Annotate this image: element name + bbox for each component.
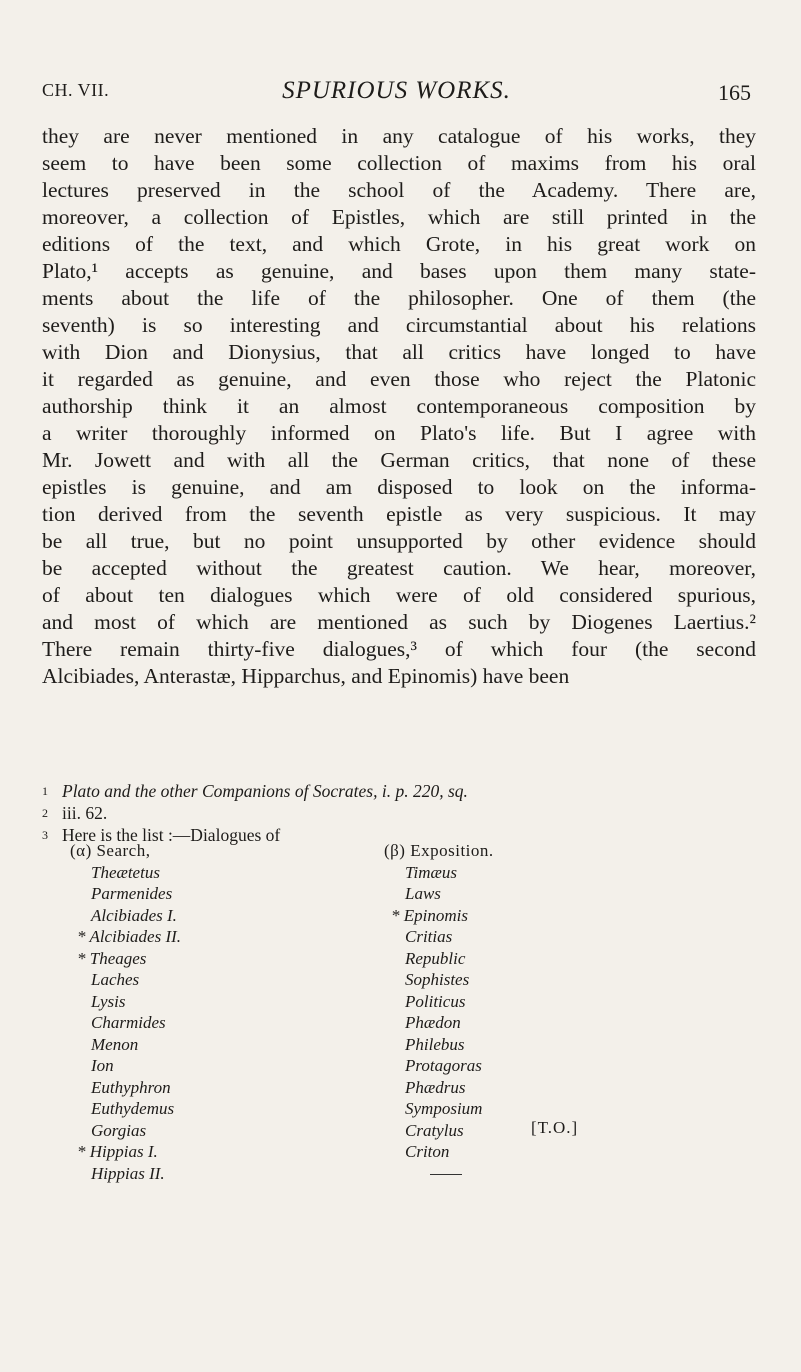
dialogue-item: Charmides (91, 1013, 166, 1032)
body-line: moreover, a collection of Epistles, which are still printed in the (42, 205, 756, 229)
body-line: Mr. Jowett and with all the German critics, that none of these (42, 448, 756, 472)
body-line: seventh) is so interesting and circumstantial about his relations (42, 313, 756, 337)
dialogue-item: Sophistes (405, 970, 470, 989)
dialogue-list-search (70, 840, 181, 1184)
footnote-text: Plato and the other Companions of Socrates, i. p. 220, sq. (62, 781, 468, 801)
list-end-rule (384, 1163, 494, 1185)
body-line: authorship think it an almost contemporaneous composition by (42, 394, 756, 418)
dialogue-item: Symposium (405, 1099, 483, 1118)
footnote-marker: 3 (42, 828, 48, 842)
dialogue-item: Theætetus (91, 862, 160, 882)
dialogue-list-exposition (384, 840, 494, 1184)
dialogue-item: Republic (405, 948, 466, 968)
dialogue-item: Menon (91, 1034, 139, 1054)
dialogue-item: Euthydemus (91, 1099, 175, 1118)
list-heading: (α) Search, (70, 841, 151, 860)
dialogue-item: Phædrus (405, 1077, 466, 1097)
body-line: they are never mentioned in any catalogue of his works, they (42, 124, 756, 148)
body-line: Alcibiades, Anterastæ, Hipparchus, and Epinomis) have been (42, 664, 570, 688)
footnote (42, 802, 756, 824)
dialogue-item: Phædon (405, 1013, 461, 1032)
dialogue-item: Hippias II. (91, 1163, 165, 1183)
body-line: and most of which are mentioned as such by Diogenes Laertius.² (42, 610, 756, 634)
dialogue-item: Protagoras (405, 1056, 482, 1075)
body-line: be accepted without the greatest caution. We hear, moreover, (42, 556, 756, 580)
body-line: a writer thoroughly informed on Plato's life. But I agree with (42, 421, 756, 445)
dialogue-item: Laches (91, 970, 140, 989)
body-line: with Dion and Dionysius, that all critics have longed to have (42, 340, 756, 364)
dialogue-item: Parmenides (91, 884, 173, 903)
dialogue-item: * Theages (77, 948, 147, 968)
list-heading: (β) Exposition. (384, 841, 494, 860)
body-line: be all true, but no point unsupported by other evidence should (42, 529, 756, 553)
dialogue-item: * Epinomis (391, 905, 468, 925)
dialogue-item: Gorgias (91, 1120, 147, 1140)
footnotes (42, 780, 756, 846)
dialogue-item: Timæus (405, 862, 457, 882)
dialogue-item: Criton (405, 1142, 450, 1161)
dialogue-item: Ion (91, 1056, 114, 1075)
body-line: lectures preserved in the school of the Academy. There are, (42, 178, 756, 202)
footnote-text: Here is the list :—Dialogues of (62, 825, 281, 845)
footnote-marker: 1 (42, 784, 48, 798)
footnote (42, 780, 756, 802)
catchword: [T.O.] (531, 1118, 579, 1137)
body-line: There remain thirty-five dialogues,³ of which four (the second (42, 637, 756, 661)
dialogue-item: Alcibiades I. (91, 905, 177, 925)
body-text (42, 123, 756, 690)
body-line: it regarded as genuine, and even those who reject the Platonic (42, 367, 756, 391)
body-line: tion derived from the seventh epistle as very suspicious. It may (42, 502, 756, 526)
body-line: of about ten dialogues which were of old considered spurious, (42, 583, 756, 607)
dialogue-item: Politicus (405, 991, 466, 1011)
page-number: 165 (718, 80, 751, 105)
chapter-label: CH. VII. (42, 80, 110, 100)
dialogue-item: Philebus (405, 1034, 465, 1054)
body-line: Plato,¹ accepts as genuine, and bases upon them many state- (42, 259, 756, 283)
body-line: seem to have been some collection of maxims from his oral (42, 151, 756, 175)
dialogue-item: * Alcibiades II. (77, 927, 182, 946)
dialogue-item: * Hippias I. (77, 1142, 158, 1161)
footnote-text: iii. 62. (62, 803, 108, 823)
running-header (42, 77, 751, 120)
dialogue-item: Euthyphron (91, 1077, 171, 1097)
dialogue-item: Cratylus (405, 1120, 464, 1140)
body-line: ments about the life of the philosopher. One of them (the (42, 286, 756, 310)
body-line: editions of the text, and which Grote, in his great work on (42, 232, 756, 256)
dialogue-item: Critias (405, 927, 453, 946)
dialogue-item: Lysis (91, 991, 126, 1011)
dialogue-item: Laws (405, 884, 441, 903)
running-title: SPURIOUS WORKS. (282, 77, 511, 104)
body-line: epistles is genuine, and am disposed to look on the informa- (42, 475, 756, 499)
footnote-marker: 2 (42, 806, 48, 820)
